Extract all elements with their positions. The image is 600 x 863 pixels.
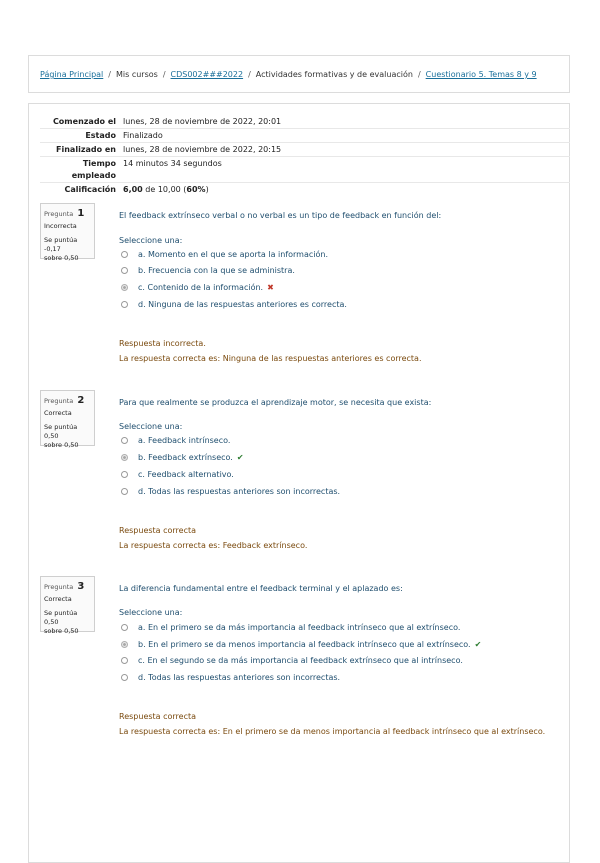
- question-1-answer-d[interactable]: [121, 300, 347, 309]
- grade-percent: 60%: [186, 185, 206, 194]
- answer-label: a. Feedback intrínseco.: [138, 436, 231, 445]
- summary-label: [40, 157, 123, 182]
- question-2-answer-d[interactable]: [121, 487, 340, 496]
- breadcrumb-home-link[interactable]: Página Principal: [40, 70, 104, 79]
- radio-button[interactable]: [121, 437, 128, 444]
- radio-button-selected[interactable]: [121, 641, 128, 648]
- check-icon: ✔: [236, 453, 244, 462]
- question-state: Correcta: [44, 409, 72, 417]
- question-max: sobre 0,50: [44, 441, 79, 449]
- question-3-info: [40, 576, 95, 635]
- summary-label: Finalizado en: [56, 145, 116, 154]
- question-2-answer-a[interactable]: [121, 436, 230, 445]
- answer-label: b. Frecuencia con la que se administra.: [138, 266, 295, 275]
- summary-row-state: [40, 128, 570, 142]
- question-3-answer-c[interactable]: [121, 656, 463, 665]
- question-1-prompt: Seleccione una:: [119, 236, 183, 245]
- cross-icon: ✖: [267, 283, 274, 292]
- breadcrumb-my-courses: Mis cursos: [115, 70, 158, 79]
- summary-row-started: [40, 115, 570, 128]
- question-score: Se puntúa -0,17: [44, 236, 78, 253]
- summary-label-line: empleado: [71, 171, 116, 180]
- radio-button[interactable]: [121, 488, 128, 495]
- answer-label: d. Ninguna de las respuestas anteriores es correcta.: [138, 300, 347, 309]
- question-number: [44, 208, 91, 219]
- radio-button[interactable]: [121, 251, 128, 258]
- question-3-answer-d[interactable]: [121, 673, 340, 682]
- question-3-answer-a[interactable]: [121, 623, 460, 632]
- question-1-text: El feedback extrínseco verbal o no verbal es un tipo de feedback en función del:: [119, 211, 442, 220]
- grade-total: de 10,00 (: [145, 185, 187, 194]
- breadcrumb: [28, 55, 570, 93]
- radio-button[interactable]: [121, 267, 128, 274]
- breadcrumb-quiz-link[interactable]: Cuestionario 5. Temas 8 y 9: [425, 70, 537, 79]
- question-2-answer-b[interactable]: [121, 453, 244, 462]
- answer-label: c. En el segundo se da más importancia al feedback extrínseco que al intrínseco.: [138, 656, 463, 665]
- question-3-answer-b[interactable]: [121, 640, 481, 649]
- question-number: [44, 395, 91, 406]
- question-grade: [44, 236, 91, 263]
- summary-label: Comenzado el: [52, 117, 116, 126]
- breadcrumb-section: Actividades formativas y de evaluación: [255, 70, 413, 79]
- summary-label-line: Tiempo: [82, 159, 116, 168]
- question-score: Se puntúa 0,50: [44, 423, 78, 440]
- question-3-prompt: Seleccione una:: [119, 608, 183, 617]
- summary-label: Calificación: [64, 185, 116, 194]
- radio-button[interactable]: [121, 657, 128, 664]
- radio-button[interactable]: [121, 471, 128, 478]
- answer-label: b. Feedback extrínseco.: [138, 453, 233, 462]
- grade-score: 6,00: [123, 185, 143, 194]
- answer-label: b. En el primero se da menos importancia al feedback intrínseco que al extrínseco.: [138, 640, 471, 649]
- summary-row-finished: [40, 142, 570, 156]
- question-2-correct-answer: La respuesta correcta es: Feedback extrínseco.: [119, 541, 308, 550]
- attempt-summary-table: [40, 115, 570, 196]
- question-grade: [44, 609, 91, 636]
- question-max: sobre 0,50: [44, 627, 79, 635]
- question-number: [44, 581, 91, 592]
- question-2-prompt: Seleccione una:: [119, 422, 183, 431]
- question-max: sobre 0,50: [44, 254, 79, 262]
- question-1-info: [40, 203, 95, 262]
- grade-close: ): [205, 185, 209, 194]
- question-1-answer-c[interactable]: [121, 283, 274, 292]
- question-3-feedback: Respuesta correcta: [119, 712, 197, 721]
- answer-label: d. Todas las respuestas anteriores son incorrectas.: [138, 487, 341, 496]
- question-2-text: Para que realmente se produzca el aprendizaje motor, se necesita que exista:: [119, 398, 432, 407]
- question-label: Pregunta: [44, 583, 74, 591]
- summary-row-time: [40, 156, 570, 182]
- question-1-answer-a[interactable]: [121, 250, 328, 259]
- question-3-text: La diferencia fundamental entre el feedback terminal y el aplazado es:: [119, 584, 403, 593]
- summary-value: lunes, 28 de noviembre de 2022, 20:15: [123, 145, 282, 154]
- answer-label: c. Feedback alternativo.: [138, 470, 234, 479]
- radio-button[interactable]: [121, 674, 128, 681]
- question-2-info: [40, 390, 95, 449]
- summary-value: [123, 183, 570, 196]
- question-1-feedback: Respuesta incorrecta.: [119, 339, 206, 348]
- answer-label: a. En el primero se da más importancia al feedback intrínseco que al extrínseco.: [138, 623, 461, 632]
- check-icon: ✔: [474, 640, 482, 649]
- summary-value: lunes, 28 de noviembre de 2022, 20:01: [123, 117, 282, 126]
- question-number-value: 1: [77, 208, 85, 219]
- radio-button[interactable]: [121, 301, 128, 308]
- summary-value: Finalizado: [123, 131, 163, 140]
- breadcrumb-separator: /: [162, 70, 166, 79]
- summary-label: Estado: [85, 131, 116, 140]
- question-3-correct-answer: La respuesta correcta es: En el primero se da menos importancia al feedback intrínseco que al extrínseco.: [119, 727, 546, 736]
- breadcrumb-course-link[interactable]: CDS002###2022: [170, 70, 244, 79]
- answer-label: d. Todas las respuestas anteriores son incorrectas.: [138, 673, 341, 682]
- question-number-value: 2: [77, 395, 85, 406]
- radio-button-selected[interactable]: [121, 454, 128, 461]
- breadcrumb-separator: /: [417, 70, 421, 79]
- question-1-correct-answer: La respuesta correcta es: Ninguna de las respuestas anteriores es correcta.: [119, 354, 422, 363]
- answer-label: c. Contenido de la información.: [138, 283, 264, 292]
- question-label: Pregunta: [44, 397, 74, 405]
- radio-button-selected[interactable]: [121, 284, 128, 291]
- summary-row-grade: [40, 182, 570, 196]
- breadcrumb-separator: /: [108, 70, 111, 79]
- question-1-answer-b[interactable]: [121, 266, 295, 275]
- breadcrumb-separator: /: [248, 70, 251, 79]
- question-label: Pregunta: [44, 210, 74, 218]
- question-state: Incorrecta: [44, 222, 77, 230]
- question-number-value: 3: [77, 581, 85, 592]
- question-state: Correcta: [44, 595, 72, 603]
- summary-value: 14 minutos 34 segundos: [123, 159, 222, 168]
- radio-button[interactable]: [121, 624, 128, 631]
- question-score: Se puntúa 0,50: [44, 609, 78, 626]
- answer-label: a. Momento en el que se aporta la información.: [138, 250, 329, 259]
- question-grade: [44, 423, 91, 450]
- question-2-answer-c[interactable]: [121, 470, 234, 479]
- question-2-feedback: Respuesta correcta: [119, 526, 197, 535]
